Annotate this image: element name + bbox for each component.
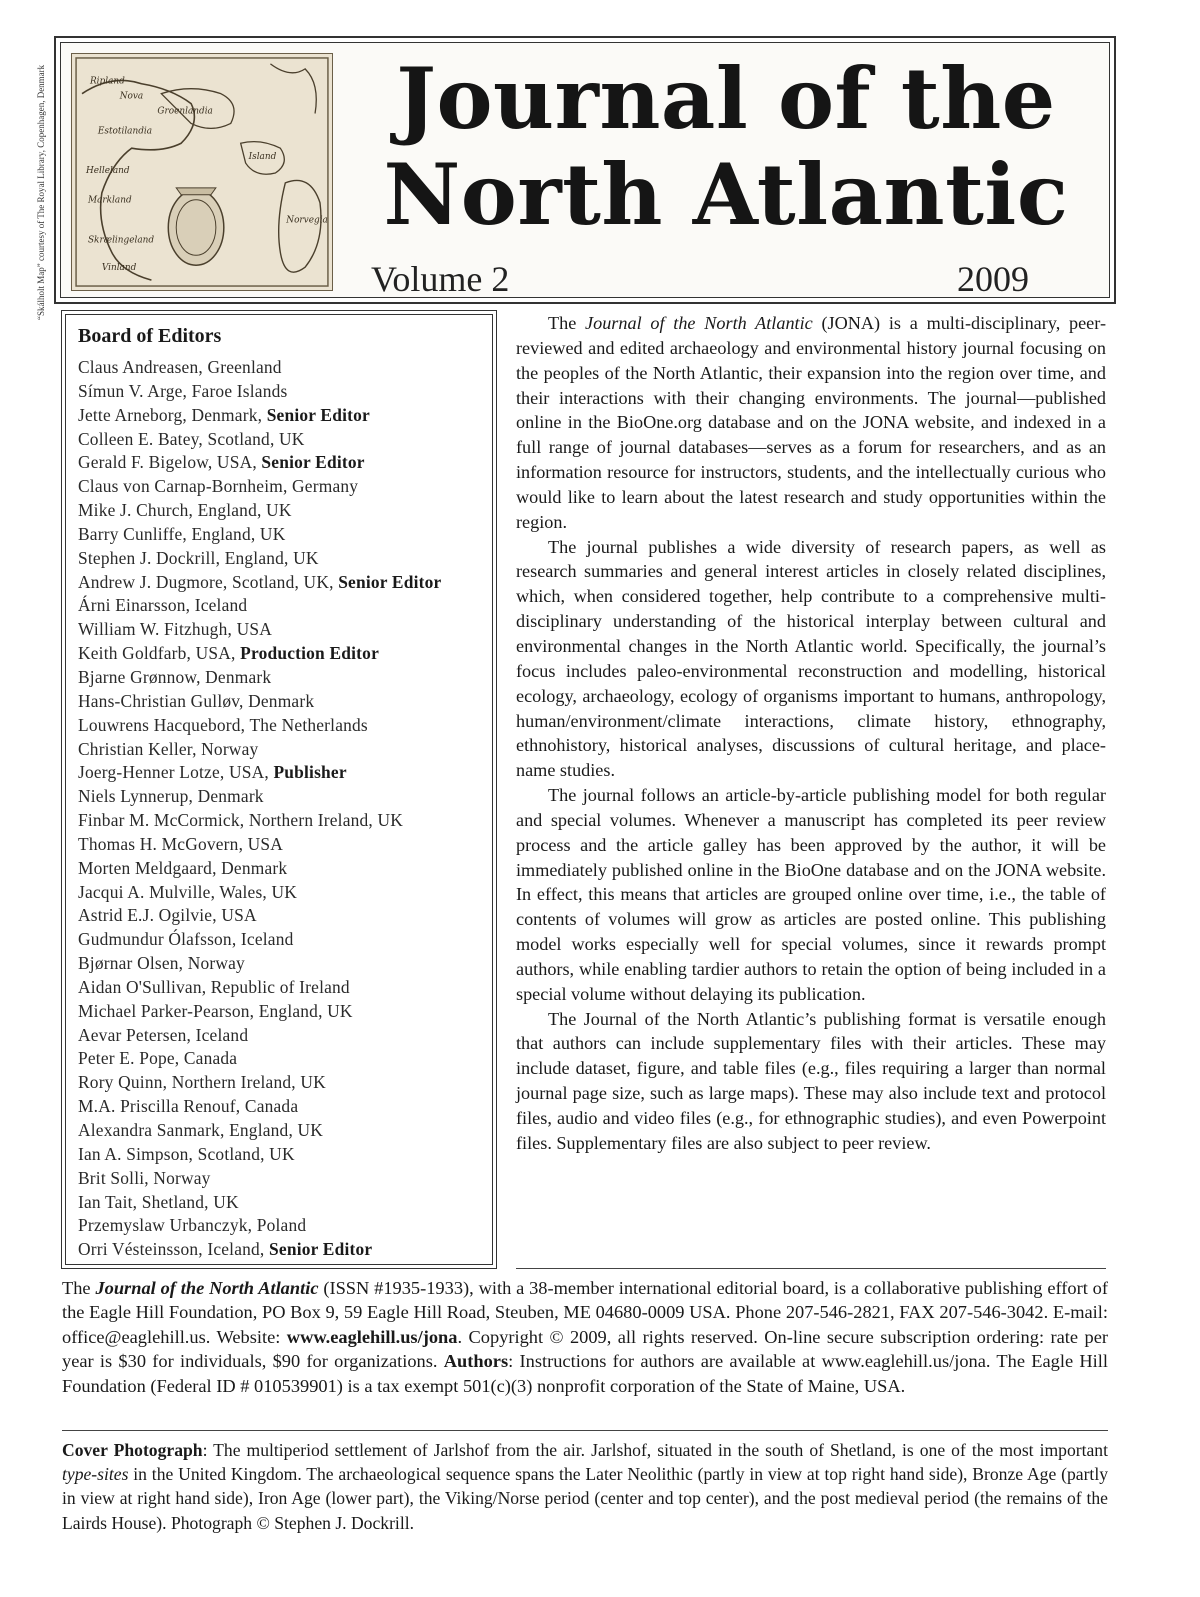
editor-entry [78,1000,492,1024]
editor-entry [78,594,492,618]
editor-entry [78,475,492,499]
editor-entry [78,785,492,809]
editor-name: Joerg-Henner Lotze, USA, [78,762,274,783]
map-label: Norvegia [286,215,328,226]
editor-entry [78,1214,492,1238]
editor-entry [78,1071,492,1095]
map-label: Ripland [89,76,125,87]
editor-role: Senior Editor [261,452,365,473]
cover-text-2: in the United Kingdom. The archaeological sequence spans the Later Neolithic (partly in view at top right hand side), Bronze Age (partly in view at right hand side), Iron Age (lower part), the Viking/Norse period (center and top center), and the post medieval period (the remains of the Lairds House). Photograph © Stephen J. Dockrill. [62,1464,1108,1533]
editor-name: Gudmundur Ólafsson, Iceland [78,929,294,950]
editor-name: Mike J. Church, England, UK [78,500,292,521]
editor-name: Finbar M. McCormick, Northern Ireland, UK [78,810,404,831]
editor-name: Claus von Carnap-Bornheim, Germany [78,476,359,497]
p1-journal-title: Journal of the North Atlantic [585,313,813,333]
editor-name: Hans-Christian Gulløv, Denmark [78,690,315,711]
description-paragraph-1 [516,311,1106,535]
p1-lead: The [548,313,586,333]
cover-label: Cover Photograph [62,1440,203,1460]
editor-name: Alexandra Sanmark, England, UK [78,1120,324,1140]
editor-name: Bjørnar Olsen, Norway [78,953,245,974]
editor-entry [78,761,492,785]
footer-text-2: . Copyright © 2009, all rights reserved. On-line secure subscription ordering: rate per year is $30 for individuals, $90 for organizations. [62,1326,1108,1372]
editor-name: Louwrens Hacquebord, The Netherlands [78,714,368,735]
editor-name: Aevar Petersen, Iceland [78,1024,249,1045]
editor-entry [78,380,492,404]
p1-rest: (JONA) is a multi-disciplinary, peer-reviewed and edited archaeology and environmental history journal focusing on the peoples of the North Atlantic, their expansion into the region over time, and their interactions with their changing environments. The journal—published online in the BioOne.org database and on the JONA website, and indexed in a full range of journal databases—serves as a forum for researchers, and as an information resource for instructors, students, and the intellectually curious who would like to learn about the latest research and study opportunities within the region. [516,313,1106,532]
editor-name: Peter E. Pope, Canada [78,1048,238,1069]
description-paragraph-2: The journal publishes a wide diversity of research papers, as well as research summaries and general interest articles in closely related disciplines, which, when considered together, help contribute to a comprehensive multi-disciplinary understanding of the historical interplay between cultural and environmental changes in the North Atlantic world. Specifically, the journal’s focus includes paleo-environmental reconstruction and modelling, historical ecology, archaeology, ecology of organisms important to humans, anthropology, human/environment/climate interactions, climate history, ethnography, ethnohistory, historical analyses, discussions of cultural heritage, and place-name studies. [516,536,1106,781]
editor-entry [78,571,492,595]
editor-role: Senior Editor [266,404,370,425]
map-label: Skrælingeland [87,235,155,246]
editor-entry [78,1119,492,1143]
footer-website-link[interactable]: www.eaglehill.us/jona [286,1326,458,1347]
editor-name: Keith Goldfarb, USA, [78,643,241,664]
description-paragraph-4: The Journal of the North Atlantic’s publishing format is versatile enough that authors can include supplementary files with their articles. These may include dataset, figure, and table files (e.g., files requiring a larger than normal journal page size, such as large maps). These may also include text and protocol files, audio and video files (e.g., for ethnographic studies), and even Powerpoint files. Supplementary files are also subject to peer review. [516,1008,1106,1153]
editor-role: Publisher [273,762,347,783]
editor-name: Niels Lynnerup, Denmark [78,786,264,807]
editor-name: Árni Einarsson, Iceland [78,595,248,616]
editor-entry [78,928,492,952]
editor-entry [78,642,492,666]
editor-name: Christian Keller, Norway [78,738,259,759]
editor-entry [78,523,492,547]
editor-entry [78,1167,492,1191]
editor-name: Jacqui A. Mulville, Wales, UK [78,881,298,902]
editor-name: William W. Fitzhugh, USA [78,619,272,640]
map-label: Helleland [85,165,130,176]
editor-role: Senior Editor [269,1239,373,1260]
editor-name: Bjarne Grønnow, Denmark [78,666,272,687]
editor-list [78,356,492,1262]
map-label: Nova [119,91,144,102]
editor-name: Andrew J. Dugmore, Scotland, UK, [78,571,339,592]
editor-entry [78,881,492,905]
editor-entry [78,1047,492,1071]
board-of-editors-box [61,310,497,1269]
editor-role: Senior Editor [338,571,442,592]
editor-entry [78,547,492,571]
editor-name: Thomas H. McGovern, USA [78,833,284,854]
editor-entry [78,666,492,690]
editor-name: Orri Vésteinsson, Iceland, [78,1239,270,1260]
editor-name: M.A. Priscilla Renouf, Canada [78,1096,299,1117]
editor-entry [78,356,492,380]
editor-entry [78,1024,492,1048]
editor-entry [78,714,492,738]
editor-name: Colleen E. Batey, Scotland, UK [78,428,305,449]
map-label: Markland [87,195,132,206]
cover-text-1: : The multiperiod settlement of Jarlshof from the air. Jarlshof, situated in the south of Shetland, is one of the most important [202,1440,1108,1460]
divider-rule [516,1268,1106,1269]
map-label: Island [248,152,277,163]
editor-name: Przemyslaw Urbanczyk, Poland [78,1215,307,1236]
editor-name: Stephen J. Dockrill, England, UK [78,547,319,568]
editor-name: Astrid E.J. Ogilvie, USA [78,905,257,926]
year-label: 2009 [957,259,1029,299]
editor-entry [78,904,492,928]
skalholt-map-image [71,53,333,291]
editor-entry [78,499,492,523]
editor-name: Jette Arneborg, Denmark, [78,404,267,425]
cover-italic: type-sites [62,1464,129,1485]
editor-entry [78,952,492,976]
editor-entry [78,833,492,857]
title-line-2: North Atlantic [383,145,1069,244]
masthead-inner [60,42,1110,298]
editor-name: Claus Andreasen, Greenland [78,357,282,377]
editor-name: Aidan O'Sullivan, Republic of Ireland [78,976,350,997]
editor-role: Production Editor [240,643,379,664]
journal-title [346,51,1106,243]
footer-text-1: (ISSN #1935-1933), with a 38-member international editorial board, is a collaborative publishing effort of the Eagle Hill Foundation, PO Box 9, 59 Eagle Hill Road, Steuben, ME 04680-0009 USA. Phone 207-546-2821, FAX 207-546-3042. E-mail: office@eaglehill.us. Website: [62,1278,1108,1347]
image-credit: “Skálholt Map” courtesy of The Royal Library, Copenhagen, Denmark [36,64,46,320]
journal-description [516,311,1106,1156]
editor-entry [78,1143,492,1167]
editor-entry [78,690,492,714]
editor-entry [78,451,492,475]
editor-name: Rory Quinn, Northern Ireland, UK [78,1072,326,1093]
footer-journal-title: Journal of the North Atlantic [95,1278,319,1298]
editor-entry [78,428,492,452]
map-label: Vinland [101,263,137,274]
cover-photograph-note [62,1438,1108,1535]
editor-entry [78,976,492,1000]
footer-lead: The [62,1278,96,1298]
editor-entry [78,1191,492,1215]
board-title: Board of Editors [78,325,222,347]
editor-name: Ian Tait, Shetland, UK [78,1191,239,1212]
editor-name: Barry Cunliffe, England, UK [78,523,286,544]
editor-name: Michael Parker-Pearson, England, UK [78,1000,353,1021]
description-paragraph-3: The journal follows an article-by-article publishing model for both regular and special volumes. Whenever a manuscript has completed its peer review process and the article galley has been approved by the author, it will be immediately published online in the BioOne database and on the JONA website. In effect, this means that articles are grouped online over time, i.e., the table of contents of volumes will grow as articles are posted online. This publishing model works especially well for special volumes, since it rewards prompt authors, while enabling tardier authors to retain the option of being included in a special volume without delaying its publication. [516,785,1106,1004]
masthead [54,36,1116,304]
publisher-info [62,1276,1108,1398]
footer-text-3: : Instructions for authors are available at www.eaglehill.us/jona. The Eagle Hill Foundation (Federal ID # 010539901) is a tax exempt 501(c)(3) nonprofit corporation of the State of Maine, USA. [62,1351,1108,1396]
title-line-1: Journal of the [396,49,1056,148]
editor-name: Ian A. Simpson, Scotland, UK [78,1143,295,1164]
editor-name: Símun V. Arge, Faroe Islands [78,380,288,401]
editor-entry [78,1095,492,1119]
editor-entry [78,738,492,762]
volume-label: Volume 2 [371,259,510,299]
editor-name: Brit Solli, Norway [78,1167,211,1188]
map-label: Estotilandia [97,126,153,137]
editor-entry [78,1238,492,1262]
footer-authors-label: Authors [443,1351,509,1372]
divider-rule [62,1430,1108,1431]
editor-entry [78,857,492,881]
editor-name: Morten Meldgaard, Denmark [78,857,288,878]
editor-entry [78,618,492,642]
editor-name: Gerald F. Bigelow, USA, [78,452,262,473]
board-of-editors-inner [65,314,493,1265]
editor-entry [78,809,492,833]
map-label: Groenlandia [157,106,213,117]
editor-entry [78,404,492,428]
